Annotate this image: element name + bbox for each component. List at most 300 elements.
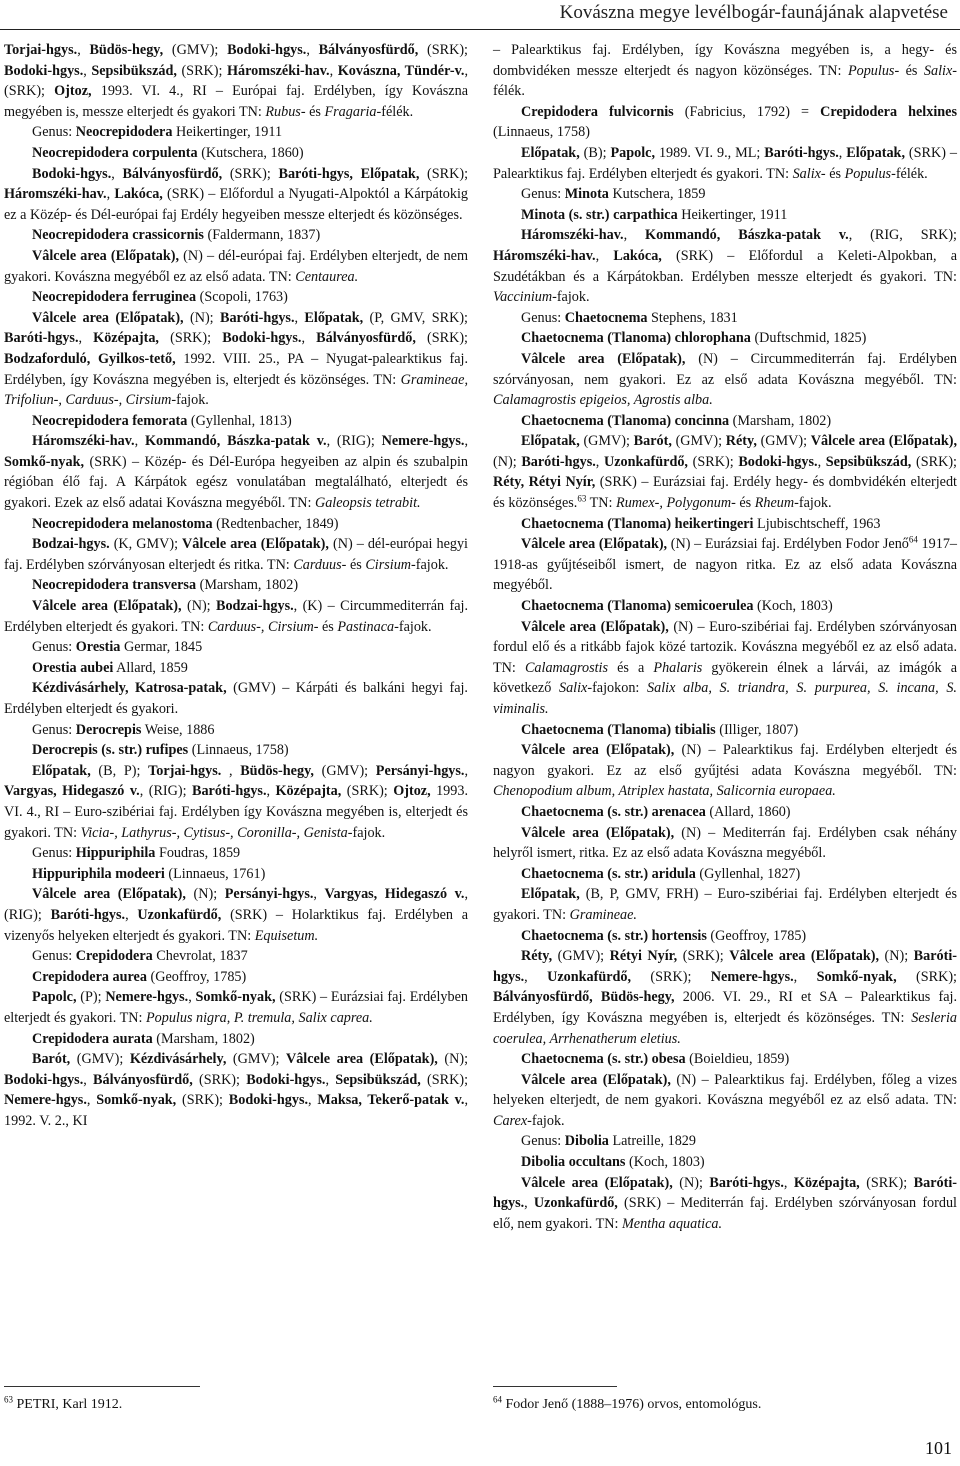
text-run: Büdös-hegy, [89, 42, 164, 58]
paragraph [493, 864, 957, 885]
text-run: Pastinaca [337, 618, 395, 635]
text-run: Háromszéki-hav. [32, 433, 135, 450]
text-run: (SRK) – Előfordul a Nyugati-Alpoktól a Kárpátokig ez a Közép- és Dél-európai faj Erdély hegyeiben messze elterjedt és közönséges. [4, 186, 469, 223]
text-run: és a [608, 659, 654, 676]
text-run: , [838, 144, 847, 161]
text-run: Bodoki-hgys. [4, 1071, 84, 1088]
text-run: Vâlcele area (Előpatak), [182, 536, 329, 553]
text-run: Baróti-hgys. [493, 948, 958, 985]
text-run: Kovászna, Tündér-v. [337, 62, 465, 79]
paragraph [4, 884, 468, 946]
text-run: (GMV); [163, 42, 228, 58]
text-run: Baróti-hgys. [493, 1174, 958, 1212]
text-run: (K, GMV); [109, 536, 183, 553]
paragraph [493, 328, 957, 349]
text-run: (N); [879, 948, 914, 965]
text-run: (N) – Mediterrán faj. Erdélyben csak néhány helyről ismert, ritka. Ez az első adata Kovászna megyéből. [493, 824, 958, 862]
text-run: Populus [844, 165, 892, 182]
text-run: Előpatak, [32, 762, 91, 779]
text-run: Chaetocnema (s. str.) aridula [521, 865, 696, 882]
text-run: (SRK); [192, 1071, 247, 1088]
text-run: Allard, 1859 [113, 659, 188, 676]
text-run: Baróti-hgys. [192, 783, 267, 800]
text-run: (B, P, GMV, FRH) – Euro-szibériai faj. Erdélyben elterjedt és gyakori. TN: [493, 886, 957, 923]
text-run: Vâlcele area (Előpatak), [521, 536, 668, 553]
text-run: , [464, 762, 469, 779]
text-run: Előpatak, [521, 886, 580, 903]
text-run: Cirsium [365, 556, 412, 573]
text-run: (SRK); [896, 968, 957, 985]
text-run: -fajokon: [587, 680, 648, 697]
text-run: Kézdivásárhely, [129, 1051, 227, 1068]
text-run: Bálványosfürdő, Büdös-hegy, [493, 989, 675, 1006]
text-run: Bodoki-hgys. [4, 62, 84, 79]
text-run: Vâlcele area (Előpatak), [521, 1174, 673, 1191]
text-run: (GMV); [226, 1051, 286, 1068]
text-run: (SRK) – Eurázsiai faj. Erdély hegy- és dombvidékén elterjedt és közönséges. [493, 474, 957, 512]
paragraph [4, 1029, 468, 1050]
text-run: 1917–1918-as gyűjtéseiből ismert, de nagyon ritka. Ez az első adata Kovászna megyéből. [493, 536, 957, 594]
text-run: (GMV); [70, 1051, 130, 1068]
text-run: , [301, 330, 317, 347]
text-run: Háromszéki-hav. [227, 62, 330, 79]
text-run: -fajok. [347, 824, 386, 841]
text-run: Crepidodera aurea [32, 968, 147, 985]
text-run: Baróti-hgys. [4, 330, 79, 347]
paragraph [493, 1070, 957, 1132]
header-bar [0, 0, 960, 30]
footnote-rule-right [493, 1386, 617, 1387]
paragraph [4, 411, 468, 432]
text-run: Bodoki-hgys. [32, 165, 112, 182]
text-run: Nemere-hgys. [381, 433, 465, 450]
text-run: Somkő-nyak, [195, 989, 276, 1006]
paragraph [493, 308, 957, 329]
text-run: Salix- [792, 165, 826, 182]
paragraph [4, 431, 468, 513]
text-run: Vâlcele area (Előpatak), [32, 598, 182, 615]
paragraph [4, 575, 468, 596]
text-run: Baróti-hgys. [521, 453, 596, 470]
text-run: -fajok. [171, 392, 209, 409]
paragraph [4, 843, 468, 864]
text-run: Salix [923, 62, 953, 79]
text-run: , [329, 62, 338, 79]
text-run: Neocrepidodera ferruginea [32, 289, 197, 306]
text-run: Centaurea. [295, 268, 359, 285]
text-run: (Geoffroy, 1785) [706, 927, 807, 944]
text-run: (SRK) – Palearktikus faj. Erdélyben elterjedt és gyakori. TN: [493, 144, 958, 182]
text-run: Chevrolat, 1837 [152, 948, 248, 965]
text-run: Neocrepidodera [75, 124, 173, 141]
text-run: Mentha aquatica. [621, 1215, 723, 1232]
text-run: -fajok. [394, 618, 432, 635]
paragraph [4, 534, 468, 575]
text-run: Vaccinium [493, 289, 553, 306]
text-run: Fragaria [324, 103, 377, 120]
text-run: (Faldermann, 1837) [203, 227, 321, 244]
paragraph [4, 287, 468, 308]
text-run: (N) – Palearktikus faj. Erdélyben, főleg a vizes helyeken elterjedt, de nem gyakori. Kovászna megyéből ez az első adata. TN: [493, 1071, 957, 1109]
text-run: , [125, 906, 138, 923]
text-run: Baróti-hgys. [50, 906, 126, 923]
text-run: -fajok. [794, 495, 832, 512]
text-run: (Redtenbacher, 1849) [212, 515, 339, 532]
text-run: (GMV); [579, 433, 634, 450]
text-run: (GMV); [552, 948, 610, 965]
text-run: (N) – Eurázsiai faj. Erdélyben Fodor Jenő [667, 536, 909, 553]
text-run: (Marsham, 1802) [152, 1030, 255, 1047]
text-run: Persányi-hgys. [224, 886, 314, 903]
text-run: Középajta, [793, 1174, 860, 1191]
text-run: (Gyllenhal, 1827) [695, 865, 801, 882]
text-run: Vargyas, Hidegaszó v. [324, 886, 465, 903]
text-run: (Duftschmid, 1825) [750, 330, 867, 347]
text-run: Crepidodera [75, 948, 153, 965]
text-run: Bodoki-hgys. [222, 330, 302, 347]
footnote-rule-left [4, 1386, 200, 1387]
text-run: Vâlcele area (Előpatak), [32, 886, 186, 903]
text-run: Chaetocnema (s. str.) hortensis [521, 927, 707, 944]
text-run: Kommandó, Bászka-patak v. [144, 433, 327, 450]
running-title: Kovászna megye levélbogár-faunájának alapvetése [559, 2, 948, 23]
text-run: Salix [558, 680, 588, 697]
text-run: Uzonkafürdő, [533, 1195, 618, 1212]
text-run: , (RIG, SRK); [848, 227, 957, 244]
paragraph [493, 1152, 957, 1173]
text-run: (Linnaeus, 1761) [164, 865, 266, 882]
paragraph [493, 740, 957, 802]
text-run: -félék. [376, 103, 414, 120]
text-run: Somkő-nyak, [4, 453, 85, 470]
text-run: (GMV); [756, 433, 811, 450]
text-run: (B); [579, 144, 611, 161]
text-run: (N); [181, 598, 216, 615]
text-run: Nemere-hgys. [4, 1092, 87, 1109]
paragraph [493, 596, 957, 617]
text-run: Ojtoz, [393, 783, 431, 800]
text-run: (N) – dél-európai faj. Erdélyben elterjedt, de nem gyakori. Kovászna megyéből ez az első adata. TN: [4, 247, 469, 285]
text-run: Carduus- [293, 556, 347, 573]
text-run: Minota (s. str.) carpathica [521, 206, 678, 223]
text-run: Vâlcele area (Előpatak), [32, 309, 184, 326]
text-run: , [111, 165, 123, 182]
text-run: Orestia [75, 639, 121, 656]
text-run: Hippuriphila modeeri [32, 865, 165, 882]
text-run: , (RIG); [139, 783, 192, 800]
text-run: (SRK) – Közép- és Dél-Európa hegyeiben az alpin és szubalpin régióban élő faj. A Kárpátok egész vonulatában megtalálható, elterjedt és gyakori. Ezek az első adatai Kovászna megyéből. TN: [4, 453, 468, 512]
text-run: Neocrepidodera femorata [32, 412, 188, 429]
text-run: Genus: [32, 639, 76, 656]
text-run: Chaetocnema (Tlanoma) heikertingeri [521, 515, 754, 532]
text-run: Phalaris [653, 659, 703, 676]
text-run: Baróti-hgys. [709, 1174, 784, 1191]
text-run: -fajok. [552, 289, 590, 306]
text-run: Chaetocnema [564, 309, 648, 326]
text-run: Genus: [521, 309, 565, 326]
text-run: (SRK); [419, 165, 469, 182]
paragraph [4, 761, 468, 843]
paragraph [4, 946, 468, 967]
text-run: (SRK); [420, 1071, 469, 1088]
paragraph [493, 1173, 957, 1235]
paragraph [493, 431, 957, 513]
text-run: és [735, 495, 755, 512]
text-run: (Geoffroy, 1785) [146, 968, 247, 985]
paragraph [4, 514, 468, 535]
text-run: Genus: [32, 721, 76, 738]
text-run: Sepsibükszád, [91, 62, 177, 79]
paragraph [4, 596, 468, 637]
text-run: , (RIG); [4, 886, 469, 923]
text-run: Chaetocnema (s. str.) obesa [521, 1051, 686, 1068]
text-run: és [346, 556, 366, 573]
text-run: Weise, 1886 [141, 721, 215, 738]
text-run: Vicia-, Lathyrus-, Cytisus-, Coronilla-, Genista [80, 824, 348, 841]
text-run: (N) – Circummediterrán faj. Erdélyben szórványosan, nem gyakori. Ez az első adata Kovászna megyéből. TN: [493, 350, 957, 388]
text-run: (Linnaeus, 1758) [493, 124, 590, 141]
text-run: 1993. VI. 4., RI – Euro-szibériai faj. Erdélyben így Kovászna megyében is, elterjedt és gyakori. TN: [4, 783, 469, 841]
text-run: , [313, 886, 325, 903]
text-run: Dibolia [564, 1133, 609, 1150]
text-run: Nemere-hgys. [710, 968, 794, 985]
paragraph [4, 122, 468, 143]
text-run: Vâlcele area (Előpatak), [521, 1071, 671, 1088]
text-run: Vâlcele area (Előpatak), [32, 247, 180, 264]
paragraph [493, 802, 957, 823]
text-run: Sepsibükszád, [335, 1071, 421, 1088]
text-run: Latreille, 1829 [608, 1133, 696, 1150]
text-run: 2006. VI. 29., RI et SA – Palearktikus faj. Erdélyben, így Kovászna megyében is, elterjedt és közönséges. TN: [493, 989, 957, 1026]
text-run: Előpatak, [846, 144, 905, 161]
text-run: Rumex-, Polygonum- [616, 495, 736, 512]
text-run: Vâlcele area (Előpatak), [521, 350, 686, 367]
text-run: Populus- [847, 62, 900, 79]
text-run: Kutschera, 1859 [608, 186, 706, 203]
footnote-ref: 63 [577, 493, 587, 504]
text-run: , [817, 453, 826, 470]
text-run: (Koch, 1803) [753, 598, 833, 615]
text-run: (Marsham, 1802) [196, 577, 299, 594]
text-run: Baróti-hgys, [278, 165, 353, 182]
text-run: Gramineae. [569, 906, 637, 923]
text-run: Előpatak, [521, 144, 580, 161]
text-run: Bodzai-hgys. [32, 536, 110, 553]
text-run: Büdös-hegy, [240, 762, 314, 779]
footnote-text: Fodor Jenő (1888–1976) orvos, entomológus. [505, 1397, 762, 1412]
text-run: Uzonkafürdő, [547, 968, 632, 985]
text-run: (SRK) – Holarktikus faj. Erdélyben a vizenyős helyeken elterjedt és gyakori. TN: [4, 906, 469, 944]
text-run: (SRK); [341, 783, 394, 800]
paragraph [493, 205, 957, 226]
text-run: -fajok. [527, 1112, 565, 1129]
text-run: Somkő-nyak, [96, 1092, 177, 1109]
text-run: (Marsham, 1802) [729, 412, 832, 429]
text-run: Neocrepidodera crassicornis [32, 227, 204, 244]
text-run: , [793, 968, 817, 985]
text-run: Ojtoz, [54, 83, 92, 100]
paragraph [4, 164, 468, 226]
paragraph [4, 987, 468, 1028]
text-run: Bálványosfürdő, [318, 42, 419, 58]
text-run: (N) – Euro-szibériai faj. Erdélyben szórványosan fordul elő és a ritkább fajok közé tartozik. Kovászna megyéből ez az első adata. TN: [493, 618, 957, 676]
text-run: Gramineae, Trifoliun-, Carduus-, Cirsium [4, 371, 468, 409]
paragraph [493, 720, 957, 741]
text-run: Neocrepidodera transversa [32, 577, 197, 594]
text-run: Crepidodera fulvicornis [521, 103, 674, 120]
text-run: (GMV); [671, 433, 726, 450]
text-run: (SRK); [911, 453, 958, 470]
text-run: Chaetocnema (Tlanoma) tibialis [521, 721, 716, 738]
text-run: Genus: [521, 1133, 565, 1150]
text-run: , (SRK); [4, 62, 468, 100]
paragraph [4, 637, 468, 658]
paragraph [4, 308, 468, 411]
text-run: Háromszéki-hav. [4, 186, 107, 203]
paragraph [493, 617, 957, 720]
text-run: Háromszéki-hav. [493, 247, 596, 264]
text-run: Előpatak, [360, 165, 420, 182]
text-run: gyökerein élnek a lárvái, az imágók a következő [493, 659, 957, 697]
text-run: (N) – Palearktikus faj. Erdélyben elterjedt és nagyon gyakori. Ez az első gyűjtési adata Kovászna megyéből. TN: [493, 742, 958, 779]
text-run: Baróti-hgys. [764, 144, 839, 161]
text-run: és [899, 62, 924, 79]
paragraph [4, 143, 468, 164]
text-run: Előpatak, [521, 433, 580, 450]
text-run: (N); [437, 1051, 469, 1068]
text-run: Persányi-hgys. [375, 762, 465, 779]
text-run: Stephens, 1831 [647, 309, 738, 326]
text-run: , [188, 989, 196, 1006]
text-run: Vâlcele area (Előpatak), [810, 433, 957, 450]
paragraph [493, 514, 957, 535]
text-run: Kézdivásárhely, Katrosa-patak, [32, 680, 227, 697]
text-run: (Illiger, 1807) [715, 721, 799, 738]
text-run: Calamagrostis epigeios, Agrostis alba. [493, 392, 713, 409]
text-run: Papolc, [32, 989, 77, 1006]
text-run: Chenopodium album, Atriplex hastata, Salicornia europaea. [493, 783, 836, 800]
text-run: , [266, 783, 276, 800]
footnote-number: 63 [4, 1394, 13, 1405]
paragraph [493, 1131, 957, 1152]
text-run: (GMV); [313, 762, 376, 779]
text-run: (Koch, 1803) [625, 1154, 705, 1171]
text-run: 1989. VI. 9., ML; [655, 144, 765, 161]
text-run: Bodzai-hgys. [215, 598, 294, 615]
paragraph [493, 946, 957, 1049]
text-run: -fajok. [411, 556, 449, 573]
paragraph [4, 720, 468, 741]
left-column [4, 40, 468, 1131]
text-run: Bálványosfürdő, [316, 330, 416, 347]
text-run: (N); [493, 453, 522, 470]
text-run: 1992. VIII. 25., PA – Nyugat-palearktikus faj. Erdélyben, így Kovászna megyében is, elterjedt és közönséges. TN: [4, 350, 468, 388]
paragraph [493, 534, 957, 596]
text-run: Genus: [32, 948, 76, 965]
text-run: Dibolia occultans [521, 1154, 626, 1171]
text-run: -félék. [891, 165, 928, 182]
text-run: , [623, 227, 646, 244]
text-run: , [595, 247, 614, 264]
text-run: Bodzaforduló, Gyilkos-tető, [4, 350, 176, 367]
text-run: Salix alba, S. triandra, S. purpurea, S. incana, S. viminalis. [493, 680, 957, 717]
text-run: Calamagrostis [524, 659, 608, 676]
text-run: Torjai-hgys. [148, 762, 222, 779]
text-run [353, 166, 361, 182]
text-run: , [106, 186, 115, 203]
paragraph [493, 349, 957, 411]
paragraph [4, 678, 468, 719]
text-run: Crepidodera helxines [820, 103, 957, 120]
text-run: Neocrepidodera melanostoma [32, 515, 213, 532]
text-run: Chaetocnema (Tlanoma) semicoerulea [521, 598, 754, 615]
text-run: Chaetocnema (Tlanoma) chlorophana [521, 330, 751, 347]
text-run: (N); [183, 309, 220, 326]
text-run: , [783, 1174, 794, 1191]
text-run: (SRK) – Mediterrán faj. Erdélyben szórványosan fordul elő, nem gyakori. TN: [493, 1195, 958, 1232]
text-run: , [86, 1092, 97, 1109]
text-run: (Gyllenhal, 1813) [187, 412, 292, 429]
text-run: Derocrepis [75, 721, 142, 738]
text-run: , [595, 453, 605, 470]
text-run: , [524, 1195, 534, 1212]
text-run: Chaetocnema (s. str.) arenacea [521, 803, 706, 820]
text-run: (SRK); [415, 330, 468, 347]
text-run: Vâlcele area (Előpatak), [285, 1051, 438, 1068]
text-run: (SRK); [859, 1174, 914, 1191]
page-number: 101 [925, 1438, 952, 1458]
paragraph [4, 40, 468, 122]
text-run: Bálványosfürdő, [93, 1071, 193, 1088]
text-run: Somkő-nyak, [816, 968, 897, 985]
text-run: Bodoki-hgys. [246, 1071, 326, 1088]
text-run: Genus: [32, 124, 76, 141]
text-run: (Fabricius, 1792) = [673, 103, 821, 120]
text-run: Előpatak, [304, 309, 364, 326]
text-run: Bodoki-hgys. [738, 453, 818, 470]
paragraph [493, 102, 957, 143]
paragraph [493, 40, 957, 102]
text-run: (SRK); [631, 968, 711, 985]
text-run: Germar, 1845 [120, 639, 203, 656]
text-run: , [524, 968, 548, 985]
text-run: (GMV) – Kárpáti és balkáni hegyi faj. Erdélyben elterjedt és gyakori. [4, 680, 468, 717]
paragraph [4, 740, 468, 761]
text-run: Orestia aubei [32, 659, 114, 676]
text-run: Heikertinger, 1911 [172, 124, 283, 141]
paragraph [493, 823, 957, 864]
paragraph [493, 1049, 957, 1070]
text-run: Heikertinger, 1911 [677, 206, 788, 223]
text-run: Chaetocnema (Tlanoma) concinna [521, 412, 730, 429]
text-run: Uzonkafürdő, [604, 453, 688, 470]
text-run: (SRK); [176, 1092, 229, 1109]
text-run: Torjai-hgys. [4, 42, 78, 58]
text-run: Lakóca, [613, 247, 662, 264]
text-run: (SRK); [677, 948, 730, 965]
text-run: Sesleria coerulea, Arrhenatherum eletius. [493, 1009, 957, 1047]
text-run: , (RIG); [326, 433, 382, 450]
text-run: , [78, 330, 94, 347]
paragraph [4, 967, 468, 988]
text-run: Genus: [32, 845, 76, 862]
text-run: Nemere-hgys. [105, 989, 189, 1006]
text-run: Uzonkafürdő, [137, 906, 222, 923]
text-run: , [83, 62, 92, 79]
text-run: , [294, 309, 305, 326]
paragraph [4, 246, 468, 287]
text-run: Bálványosfürdő, [122, 165, 223, 182]
